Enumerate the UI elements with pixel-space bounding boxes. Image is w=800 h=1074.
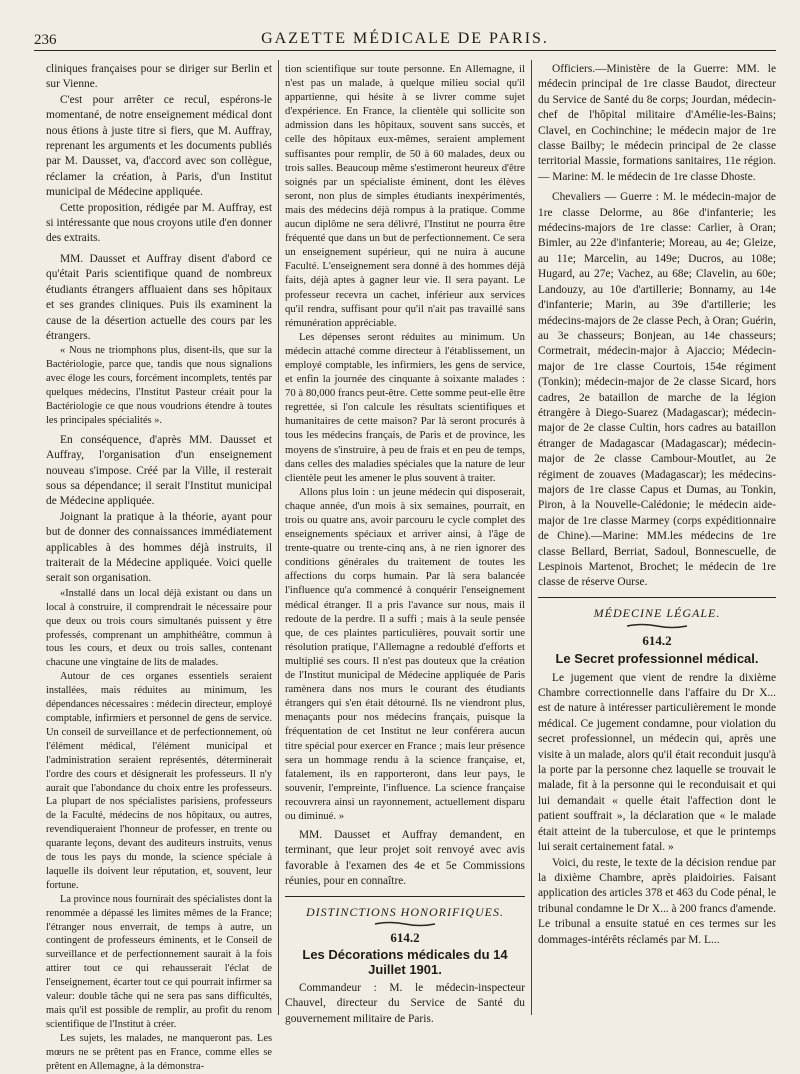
column-rule — [531, 60, 532, 1015]
paragraph: C'est pour arrêter ce recul, espérons-le momentané, de notre enseignement médical dont nous étions à juste titre si fiers, que M. Auffray, reprenant les arguments et les documents publiés par M. Dausset, va, d'accord avec son collègue, réclamer la création, à Paris, d'un Institut municipal de Médecine appliquée. — [46, 93, 272, 199]
paragraph: Cette proposition, rédigée par M. Auffray, est si intéressante que nous croyons utile d'en donner des extraits. — [46, 201, 272, 245]
paragraph: Voici, du reste, le texte de la décision rendue par la dixième Chambre, après plaidoiries. Faisant application des articles 378 et 463 du Code pénal, le tribunal condamne le Dr X... à 200 francs d'amende. Le tribunal a ensuite statué en ces termes sur les dommages-intérêts réclamés par M. L... — [538, 856, 777, 946]
section-title: MÉDECINE LÉGALE. — [593, 605, 721, 620]
quoted-paragraph: «Installé dans un local déjà existant ou dans un local à construire, il comprendrait le nécessaire pour que deux ou trois cours simultanés puissent y être professés, comprenant un amphithéâtre, commun à tous les cours, et deux ou trois salles, contenant chacune une vingtaine de lits de malades. — [46, 587, 272, 669]
section-divider — [285, 896, 525, 897]
paragraph: Officiers.—Ministère de la Guerre: MM. le médecin principal de 1re classe Baudot, directeur du Service de Santé du 8e corps; Jourdan, médecin-chef de l'hôpital militaire d'Amélie-les-Bains; Clavel, en Cochinchine; le médecin major de 1re classe Bailby; le médecin principal de 2e classe territorial Massie, formations sanitaires, 11e région.— Marine: M. le médecin de 1re classe Dhoste. — [538, 63, 776, 183]
column-rule — [278, 60, 279, 1015]
article-title: Le Secret professionnel médical. — [555, 650, 759, 666]
quoted-paragraph: « Nous ne triomphons plus, disent-ils, que sur la Bactériologie, parce que, tandis que nous signalions avec éloge les cours, forcément incomplets, tentés par quelques médecins, l'Institut Pasteur créait pour la Bactériologie ce que nous voudrions étendre à toutes les principales spécialités ». — [46, 345, 272, 426]
quoted-paragraph: Les dépenses seront réduites au minimum. Un médecin attaché comme directeur à l'établissement, un employé comptable, les infirmiers, les gens de service, et enfin la journée des cinquante à soixante malades : 70 à 80,000 francs peut-être. Cette somme peut-elle être regrettée, si l'on calcule les résultats scientifiques et humanitaires de cette maison? Par là seront procurés à tous les médecins français, de Paris et de province, les moyens de s'instruire, à peu de frais et en peu de temps, dans celles des maladies spéciales que la nature de leur clientèle peut les amener le plus souvent à traiter. — [285, 330, 525, 484]
quoted-paragraph: Autour de ces organes essentiels seraient installées, mais réduites au minimum, les dépendances nécessaires : médecin directeur, employé comptable, infirmiers et personnel de gens de service. Un conseil de surveillance et de perfectionnement, où l'élément médical, l'élément municipal et l'administration seraient représentés, déterminerait l'ordre des cours et désignerait les professeurs. Il n'y aurait que l'abondance du choix entre les professeurs. La plupart de nos spécialistes parisiens, professeurs de la Faculté, médecins de nos hôpitaux, ou autres, revendiqueraient l'honneur de professer, en trente ou quarante leçons, devant des auditeurs instruits, venus de tous les pays du monde, la science spéciale à laquelle ils doivent leur réputation, et, souvent, leur fortune. — [46, 671, 272, 891]
article-title: Les Décorations médicales du 14 Juillet 1901. — [302, 946, 508, 977]
article-number: 614.2 — [390, 929, 420, 945]
section-title: DISTINCTIONS HONORIFIQUES. — [306, 904, 504, 919]
paragraph: MM. Dausset et Auffray demandent, en terminant, que leur projet soit renvoyé avec avis favorable à l'examen des 4e et 5e Commissions réunies, pour en connaître. — [285, 829, 525, 888]
quoted-paragraph: Les sujets, les malades, ne manqueront pas. Les mœurs ne se prêtent pas en France, comme elles se prêtent en Allemagne, à la démonstra- — [46, 1032, 272, 1072]
page-number: 236 — [34, 32, 57, 48]
paragraph: Commandeur : M. le médecin-inspecteur Chauvel, directeur du Service de Santé du gouvernement militaire de Paris. — [285, 981, 525, 1025]
column-middle — [285, 62, 525, 1025]
paragraph: cliniques françaises pour se diriger sur Berlin et sur Vienne. — [46, 63, 272, 91]
journal-title: GAZETTE MÉDICALE DE PARIS. — [261, 30, 549, 47]
paragraph: MM. Dausset et Auffray disent d'abord ce qu'était Paris scientifique quand de nombreux étudiants étrangers affluaient dans ses hôpitaux et ses grandes cliniques. Puis ils examinent la cause de la désertion actuelle des cours par les étrangers. — [46, 252, 272, 342]
paragraph: En conséquence, d'après MM. Dausset et Auffray, l'organisation d'un enseignement nouveau s'impose. Créé par la Ville, il resterait sous sa dépendance; il serait l'Institut municipal de Médecine appliquée. — [46, 433, 272, 508]
ornament-icon — [627, 623, 687, 629]
column-right — [538, 62, 776, 1012]
paragraph: Chevaliers — Guerre : M. le médecin-major de 1re classe Delorme, au 86e d'infanterie; les médecins-majors de 1re classe: Carlier, à Oran; Bimler, au 22e d'infanterie; Moreau, au 4e; Gleize, au 11e; Marcelin, au 149e; Ducros, au 108e; Hugard, au 27e; Vachez, au 68e; Clavelin, au 60e; Landouzy, au 10e d'artillerie; Bonnamy, au 14e d'infanterie; Marin, au 39e d'artillerie; les médecins-majors de 2e classe Pech, à Oran; Guérin, au 3e chasseurs; Bonjean, au 14e chasseurs; Cormetrait, médecin-major à Ajaccio; Médecin-major de 1re classe Courtois, 154e régiment (Tonkin); médecin-major de 2e classe Sicard, hors cadres, 2e bataillon de marche de la légion étrangère à Diego-Suarez (Madagascar); médecin-major de 2e classe Cultin, hors cadres au bataillon étranger de Madagascar (Madagascar); médecin-major de 2e classe Cambour-Moutlet, au 2e régiment de zouaves (Madagascar); les médecins-majors de 1re classe Capus et Dumas, au Tonkin, Piron, à la Nouvelle-Calédonie; le médecin aide-major de 1re classe Marmey (corps expéditionnaire de Chine).—Marine: MM.les médecins de 1re classe Bellard, Berriat, Sadoul, Bonnescuelle, de Lespinois Martenot, Brochet; le médecin de 1re classe de réserve Ourse. — [538, 191, 776, 589]
article-number: 614.2 — [642, 633, 672, 649]
paragraph: Joignant la pratique à la théorie, ayant pour but de donner des connaissances immédiatement applicables à des hommes déjà instruits, il traiterait de la Médecine appliquée. Voici quelle serait son organisation. — [46, 510, 272, 585]
page-header — [34, 30, 776, 51]
column-left — [46, 62, 272, 1072]
section-divider — [538, 597, 776, 598]
quoted-paragraph: tion scientifique sur toute personne. En Allemagne, il n'est pas un malade, à quelque milieu social qu'il appartienne, qui hésite à se livrer comme sujet d'expérience. En France, la clientèle qui sollicite son admission dans les hôpitaux, souvent sans succès, et celle des hôpitaux eux-mêmes, seraient amplement suffisantes pour remplir, de 50 à 60 malades, deux ou trois salles. Beaucoup même s'estimeront heureux d'être soignés par un spécialiste éminent, dont les élèves seront, non plus de simples étudiants inexpérimentés, mais des médecins déjà rompus à la pratique. Comme aucun diplôme ne sera délivré, l'Institut ne pourra être fréquenté que dans un but de perfectionnement. Ce sera un enseignement supérieur, qui ne nuira à aucune Faculté. L'enseignement sera donné à des hommes déjà faits, déjà aptes à gagner leur vie. Il sera payant. Le professeur recevra un cachet, inférieur aux services qu'il rendra, suffisant pour qu'il n'ait pas travaillé sans rémunération appréciable. — [285, 63, 525, 329]
quoted-paragraph: La province nous fournirait des spécialistes dont la renommée a dépassé les limites mêmes de la France; l'étranger nous enverrait, de temps à autre, un contingent de professeurs éminents, et le Conseil de surveillance et de perfectionnement saurait à la fois attirer tout ce qui rehausserait l'éclat de l'enseignement, écarter tout ce qui pourrait infirmer sa valeur: double tâche qui ne sera pas sans difficultés, mais qu'il est possible de remplir, au profit du renom scientifique de l'Institut à créer. — [46, 893, 272, 1030]
quoted-paragraph: Allons plus loin : un jeune médecin qui disposerait, chaque année, d'un mois à six semaines, pourrait, en trois ou quatre ans, avoir parcouru le cycle complet des enseignements spéciaux et arriver ainsi, à l'âge de trente-quatre ou trente-cinq ans, à ne rien ignorer des conditions générales du traitement de toutes les affections du corps humain. Par là sera balancée l'influence qu'a commencé à conquérir l'enseignement médical étranger. Il a pris l'avance sur nous, mais il redoute de la perdre. Il a suffi ; mais à la seule pensée que, de ces plaintes particulières, pouvait sortir une résolution pratique, l'Allemagne a redoublé d'efforts et multiplié ses cours. Il n'est pas douteux que la création de l'Institut municipal de Médecine appliquée de Paris ramènera dans nos murs le courant des étudiants étrangers qui s'en était détourné. Ils ne viendront plus, menaçants pour nos médecins français, puisque la fréquentation de cet Institut ne leur conférera aucun titre spécial pour exercer en France ; mais leur présence sera un hommage rendu à la science française, et, fatalement, ils en rapporteront, dans leur pays, le souvenir, l'empreinte, l'influence. La science française recouvrera ainsi un rayonnement, actuellement disparu ou diminué. » — [285, 485, 525, 822]
ornament-icon — [375, 921, 435, 927]
paragraph: Le jugement que vient de rendre la dixième Chambre correctionnelle dans l'affaire du Dr X... est de nature à intéresser particulièrement le monde médical. Ce jugement condamne, pour violation du secret professionnel, un médecin qui, après une visite à un malade, alors qu'il était reconduit jusqu'à la porte par la personne chez laquelle se trouvait le malade, fit à la personne qui le reconduisait et qui lui demandait « quelle était l'affection dont le patient souffrait », la déclaration que « le malade était atteint de la tuberculose, et que le printemps lui serait certainement fatal. » — [538, 671, 776, 854]
